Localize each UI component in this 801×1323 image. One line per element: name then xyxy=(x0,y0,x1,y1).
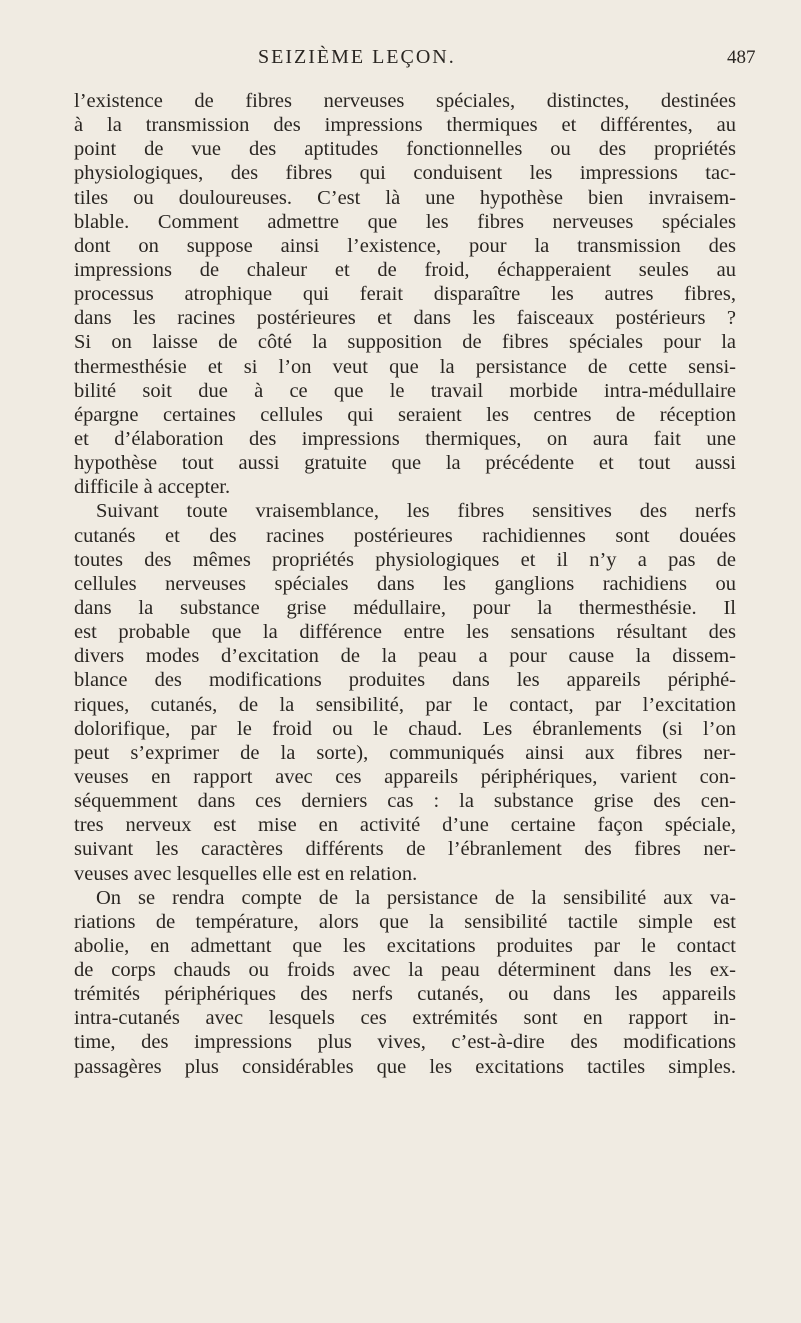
text-line: intra-cutanés avec lesquels ces extrémités sont en rapport in- xyxy=(74,1007,736,1030)
text-line: impressions de chaleur et de froid, échapperaient seules au xyxy=(74,258,736,281)
text-line: On se rendra compte de la persistance de la sensibilité aux va- xyxy=(96,886,736,909)
text-line: bilité soit due à ce que le travail morbide intra-médullaire xyxy=(74,379,736,402)
text-line: tiles ou douloureuses. C’est là une hypothèse bien invraisem- xyxy=(74,186,736,209)
text-line: est probable que la différence entre les sensations résultant des xyxy=(74,621,736,644)
text-line: veuses en rapport avec ces appareils périphériques, varient con- xyxy=(74,765,736,788)
text-line: l’existence de fibres nerveuses spéciales, distinctes, destinées xyxy=(74,90,736,112)
text-line: riques, cutanés, de la sensibilité, par le contact, par l’excitation xyxy=(74,693,736,716)
text-line: time, des impressions plus vives, c’est-à-dire des modifications xyxy=(74,1031,736,1054)
text-line: thermesthésie et si l’on veut que la persistance de cette sensi- xyxy=(74,355,736,378)
text-line: processus atrophique qui ferait disparaître les autres fibres, xyxy=(74,283,736,306)
text-line: toutes des mêmes propriétés physiologiques et il n’y a pas de xyxy=(74,548,736,571)
text-line: dans les racines postérieures et dans les faisceaux postérieurs ? xyxy=(74,307,736,330)
text-line: cellules nerveuses spéciales dans les ganglions rachidiens ou xyxy=(74,572,736,595)
text-line: séquemment dans ces derniers cas : la substance grise des cen- xyxy=(74,790,736,813)
text-line: riations de température, alors que la sensibilité tactile simple est xyxy=(74,910,736,933)
text-line: cutanés et des racines postérieures rachidiennes sont douées xyxy=(74,524,736,547)
text-line: dont on suppose ainsi l’existence, pour la transmission des xyxy=(74,234,736,257)
text-line: épargne certaines cellules qui seraient les centres de réception xyxy=(74,403,736,426)
text-line: Suivant toute vraisemblance, les fibres sensitives des nerfs xyxy=(96,500,736,523)
text-line: trémités périphériques des nerfs cutanés, ou dans les appareils xyxy=(74,983,736,1006)
body-text xyxy=(74,89,736,1079)
text-line: à la transmission des impressions thermiques et différentes, au xyxy=(74,114,736,137)
text-line: tres nerveux est mise en activité d’une certaine façon spéciale, xyxy=(74,814,736,837)
text-line: et d’élaboration des impressions thermiques, on aura fait une xyxy=(74,427,736,450)
text-line: peut s’exprimer de la sorte), communiqués ainsi aux fibres ner- xyxy=(74,741,736,764)
text-line: dolorifique, par le froid ou le chaud. Les ébranlements (si l’on xyxy=(74,717,736,740)
text-line: dans la substance grise médullaire, pour la thermesthésie. Il xyxy=(74,596,736,619)
running-title: SEIZIÈME LEÇON. xyxy=(258,46,456,68)
text-line: divers modes d’excitation de la peau a pour cause la dissem- xyxy=(74,645,736,668)
page-number: 487 xyxy=(727,47,756,68)
text-line: passagères plus considérables que les excitations tactiles simples. xyxy=(74,1055,736,1078)
text-line: abolie, en admettant que les excitations produites par le contact xyxy=(74,934,736,957)
text-line: de corps chauds ou froids avec la peau déterminent dans les ex- xyxy=(74,959,736,982)
text-line: suivant les caractères différents de l’ébranlement des fibres ner- xyxy=(74,838,736,861)
text-line: blable. Comment admettre que les fibres nerveuses spéciales xyxy=(74,210,736,233)
text-line: blance des modifications produites dans les appareils périphé- xyxy=(74,669,736,692)
text-line: veuses avec lesquelles elle est en relation. xyxy=(74,862,418,885)
text-line: hypothèse tout aussi gratuite que la précédente et tout aussi xyxy=(74,452,736,475)
page-header xyxy=(0,46,801,76)
text-line: difficile à accepter. xyxy=(74,476,231,499)
text-line: Si on laisse de côté la supposition de fibres spéciales pour la xyxy=(74,331,736,354)
text-line: point de vue des aptitudes fonctionnelles ou des propriétés xyxy=(74,138,736,161)
text-line: physiologiques, des fibres qui conduisent les impressions tac- xyxy=(74,162,736,185)
